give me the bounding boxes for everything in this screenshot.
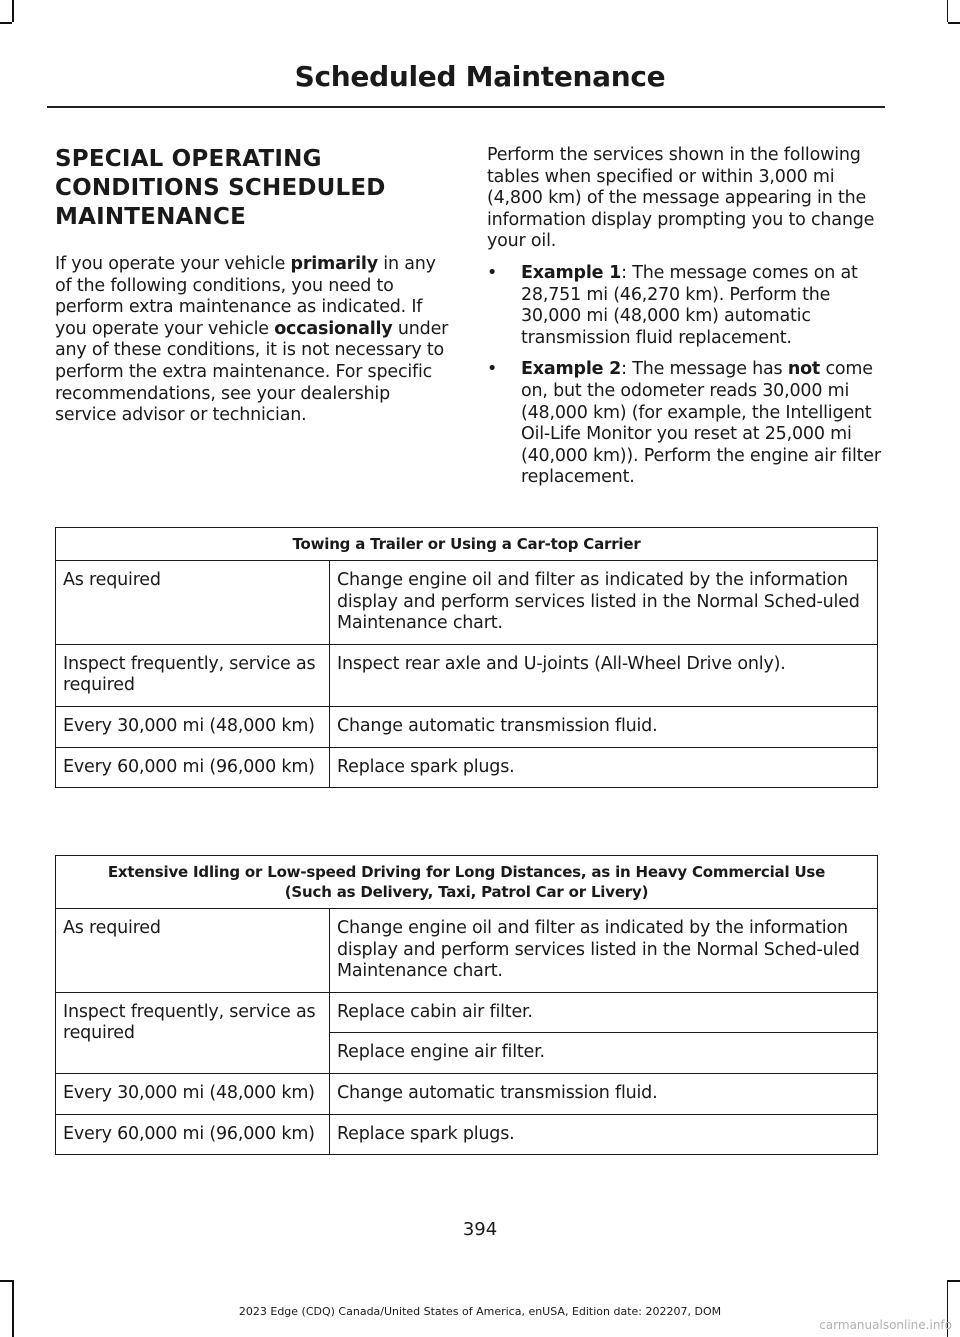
service-cell: Replace spark plugs. (330, 1114, 878, 1155)
section-heading (55, 145, 450, 232)
table-row (56, 747, 878, 788)
table-row (56, 1114, 878, 1155)
intro-paragraph (55, 254, 450, 427)
section-heading-line: MAINTENANCE (55, 204, 246, 230)
table-row (56, 561, 878, 645)
service-cell: Replace engine air filter. (330, 1033, 878, 1074)
header-rule (47, 106, 885, 108)
table-title: Towing a Trailer or Using a Car-top Carrier (56, 528, 878, 561)
example-text: come on, but the odometer reads 30,000 mi (48,000 km) (for example, the Intelligent Oil-Life Monitor you reset at 25,000 mi (40,000 km)). Perform the engine air filter replacement. (521, 359, 881, 488)
interval-cell: Every 30,000 mi (48,000 km) (56, 706, 330, 747)
table-row (56, 909, 878, 993)
page-number: 394 (462, 1219, 498, 1240)
edition-footer: 2023 Edge (CDQ) Canada/United States of America, enUSA, Edition date: 202207, DOM (238, 1305, 722, 1318)
service-cell: Replace cabin air filter. (330, 992, 878, 1033)
example-text: : The message has (621, 359, 788, 380)
page-header: Scheduled Maintenance (294, 60, 666, 93)
crop-mark (0, 22, 12, 24)
examples-list (487, 263, 882, 489)
right-column (487, 145, 882, 499)
interval-cell: As required (56, 909, 330, 993)
idling-maintenance-table (55, 855, 878, 1155)
crop-mark (947, 0, 949, 22)
section-heading-line: SPECIAL OPERATING (55, 146, 322, 172)
crop-mark (948, 22, 960, 24)
interval-cell: Inspect frequently, service as required (56, 992, 330, 1073)
interval-cell: As required (56, 561, 330, 645)
example-label: Example 1 (521, 262, 622, 283)
list-item-example-2 (487, 359, 882, 489)
watermark: carmanualsonline.info (819, 1318, 952, 1332)
service-cell: Change engine oil and filter as indicated by the information display and perform services listed in the Normal Sched-uled Maintenance chart. (330, 909, 878, 993)
table-row (56, 1073, 878, 1114)
interval-cell: Every 60,000 mi (96,000 km) (56, 1114, 330, 1155)
text-span: in any of the following conditions, you need to perform extra maintenance as indicated. If you operate your vehicle (55, 254, 436, 339)
section-heading-line: CONDITIONS SCHEDULED (55, 175, 386, 201)
table-title-line: Extensive Idling or Low-speed Driving for Long Distances, as in Heavy Commercial Use (107, 863, 826, 881)
interval-cell: Every 60,000 mi (96,000 km) (56, 747, 330, 788)
table-row (56, 706, 878, 747)
service-cell: Replace spark plugs. (330, 747, 878, 788)
emphasis-occasionally: occasionally (274, 318, 393, 339)
table-title-line: (Such as Delivery, Taxi, Patrol Car or Livery) (284, 883, 649, 901)
list-item-example-1 (487, 263, 882, 349)
service-cell: Change engine oil and filter as indicated by the information display and perform services listed in the Normal Sched-uled Maintenance chart. (330, 561, 878, 645)
table-row (56, 992, 878, 1033)
service-cell: Change automatic transmission fluid. (330, 1073, 878, 1114)
interval-cell: Inspect frequently, service as required (56, 644, 330, 706)
services-paragraph: Perform the services shown in the following tables when specified or within 3,000 mi (4,800 km) of the message appearing in the information display prompting you to change your oil. (487, 145, 875, 252)
emphasis-not: not (787, 359, 821, 380)
text-span: under any of these conditions, it is not necessary to perform the extra maintenance. For specific recommendations, see your dealership service advisor or technician. (55, 318, 449, 426)
crop-mark (0, 1280, 12, 1282)
emphasis-primarily: primarily (290, 254, 378, 274)
left-column (55, 145, 450, 427)
towing-maintenance-table (55, 527, 878, 788)
interval-cell: Every 30,000 mi (48,000 km) (56, 1073, 330, 1114)
table-title (56, 856, 878, 909)
example-text: : The message comes on at 28,751 mi (46,270 km). Perform the 30,000 mi (48,000 km) automatic transmission fluid replacement. (521, 262, 858, 348)
service-cell: Change automatic transmission fluid. (330, 706, 878, 747)
table-row (56, 644, 878, 706)
example-label: Example 2 (521, 359, 622, 380)
service-cell: Inspect rear axle and U-joints (All-Wheel Drive only). (330, 644, 878, 706)
crop-mark (948, 1280, 960, 1282)
text-span: If you operate your vehicle (55, 254, 291, 274)
crop-mark (12, 0, 14, 22)
